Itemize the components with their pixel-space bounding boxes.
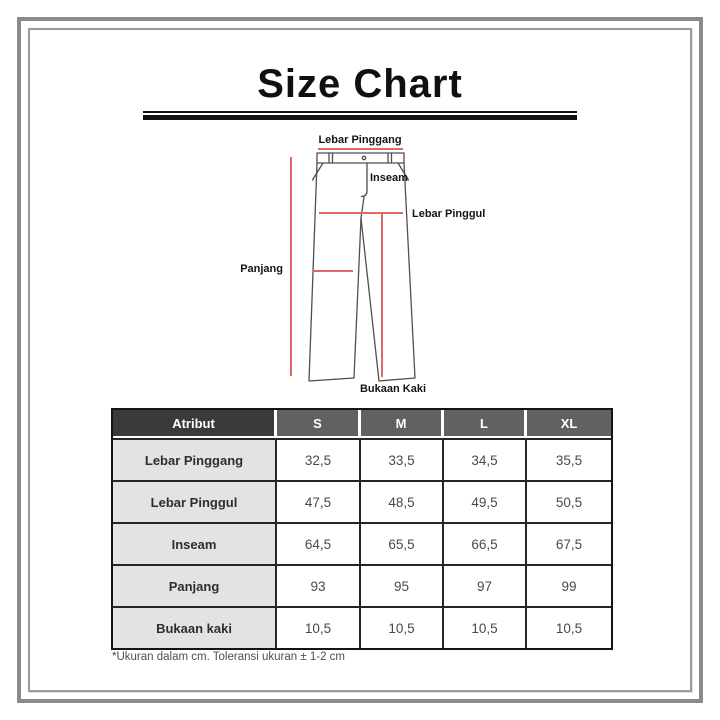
header-atribut: Atribut [113, 410, 277, 438]
length-label: Panjang [240, 263, 283, 275]
pocket-left [313, 163, 324, 180]
cell-value: 66,5 [444, 522, 527, 564]
header-size-m: M [361, 410, 444, 438]
page-title: Size Chart [257, 62, 463, 106]
row-label: Inseam [113, 522, 277, 564]
fly-seam [362, 163, 368, 197]
table-row [113, 480, 611, 522]
hip-label: Lebar Pinggul [412, 208, 486, 220]
table-row [113, 522, 611, 564]
table-row [113, 564, 611, 606]
cell-value: 10,5 [527, 606, 611, 648]
cell-value: 93 [277, 564, 361, 606]
cell-value: 47,5 [277, 480, 361, 522]
waist-label: Lebar Pinggang [318, 134, 402, 146]
cell-value: 65,5 [361, 522, 444, 564]
cell-value: 50,5 [527, 480, 611, 522]
header-size-l: L [444, 410, 527, 438]
size-chart-table [111, 408, 613, 650]
cell-value: 95 [361, 564, 444, 606]
inseam-label: Inseam [370, 172, 408, 184]
pants-measurement-diagram [230, 125, 510, 405]
cell-value: 35,5 [527, 438, 611, 480]
title-underline-thick [143, 115, 577, 120]
cell-value: 34,5 [444, 438, 527, 480]
crotch-seam [361, 197, 364, 218]
row-label: Bukaan kaki [113, 606, 277, 648]
pants-outline [309, 153, 415, 381]
cell-value: 10,5 [444, 606, 527, 648]
cell-value: 10,5 [277, 606, 361, 648]
right-leg [361, 163, 415, 381]
cell-value: 10,5 [361, 606, 444, 648]
leg-opening-label: Bukaan Kaki [359, 383, 427, 395]
table-header-row [113, 410, 611, 438]
row-label: Lebar Pinggul [113, 480, 277, 522]
cell-value: 67,5 [527, 522, 611, 564]
row-label: Lebar Pinggang [113, 438, 277, 480]
cell-value: 49,5 [444, 480, 527, 522]
size-note: *Ukuran dalam cm. Toleransi ukuran ± 1-2 cm [112, 651, 345, 663]
title-underline [143, 111, 577, 120]
table-row [113, 606, 611, 648]
cell-value: 32,5 [277, 438, 361, 480]
cell-value: 48,5 [361, 480, 444, 522]
header-size-s: S [277, 410, 361, 438]
row-label: Panjang [113, 564, 277, 606]
cell-value: 97 [444, 564, 527, 606]
header-size-xl: XL [527, 410, 611, 438]
cell-value: 99 [527, 564, 611, 606]
table-row [113, 438, 611, 480]
waist-button [362, 156, 365, 159]
cell-value: 64,5 [277, 522, 361, 564]
cell-value: 33,5 [361, 438, 444, 480]
